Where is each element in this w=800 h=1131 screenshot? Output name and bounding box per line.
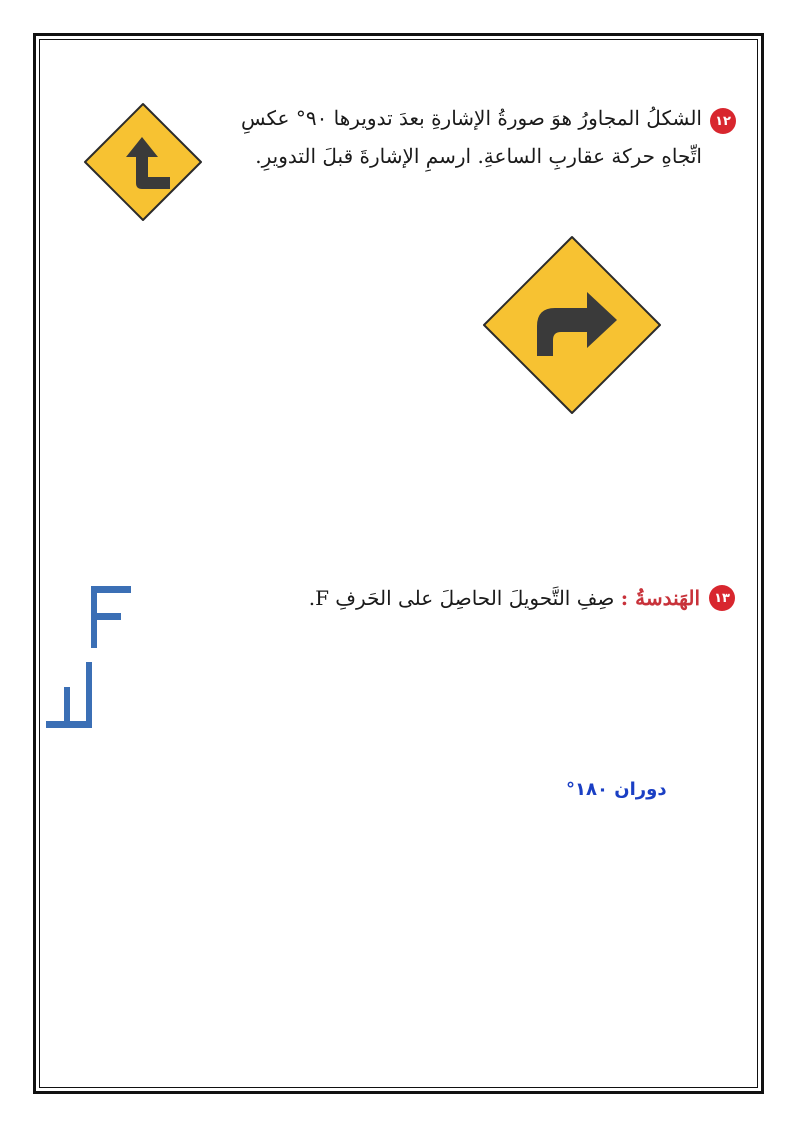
original-sign-drawing xyxy=(481,234,663,416)
letter-f-figure xyxy=(44,578,134,734)
letter-f-original-icon xyxy=(91,586,131,648)
question-13-number: ١٣ xyxy=(714,590,730,606)
question-12-line-2: اتِّجاهِ حركة عقاربِ الساعةِ. ارسمِ الإشارةَ قبلَ التدويرِ. xyxy=(255,144,702,168)
question-13-number-badge xyxy=(709,585,735,611)
letter-f-rotated-icon xyxy=(46,662,92,728)
question-13-text xyxy=(180,579,700,617)
question-13-label: الهَندسةُ : xyxy=(620,586,700,610)
answer-text: دوران ١٨٠° xyxy=(566,779,667,800)
question-12-line-1: الشكلُ المجاورُ هوَ صورةُ الإشارةِ بعدَ تدويرها ٩٠° عكسِ xyxy=(240,106,702,130)
rotated-sign-image xyxy=(82,101,204,223)
question-12-text xyxy=(182,99,702,175)
question-12-number: ١٢ xyxy=(715,113,731,129)
question-12-number-badge xyxy=(710,108,736,134)
question-13-body: صِفِ التَّحويلَ الحاصِلَ على الحَرفِ F. xyxy=(308,586,621,610)
